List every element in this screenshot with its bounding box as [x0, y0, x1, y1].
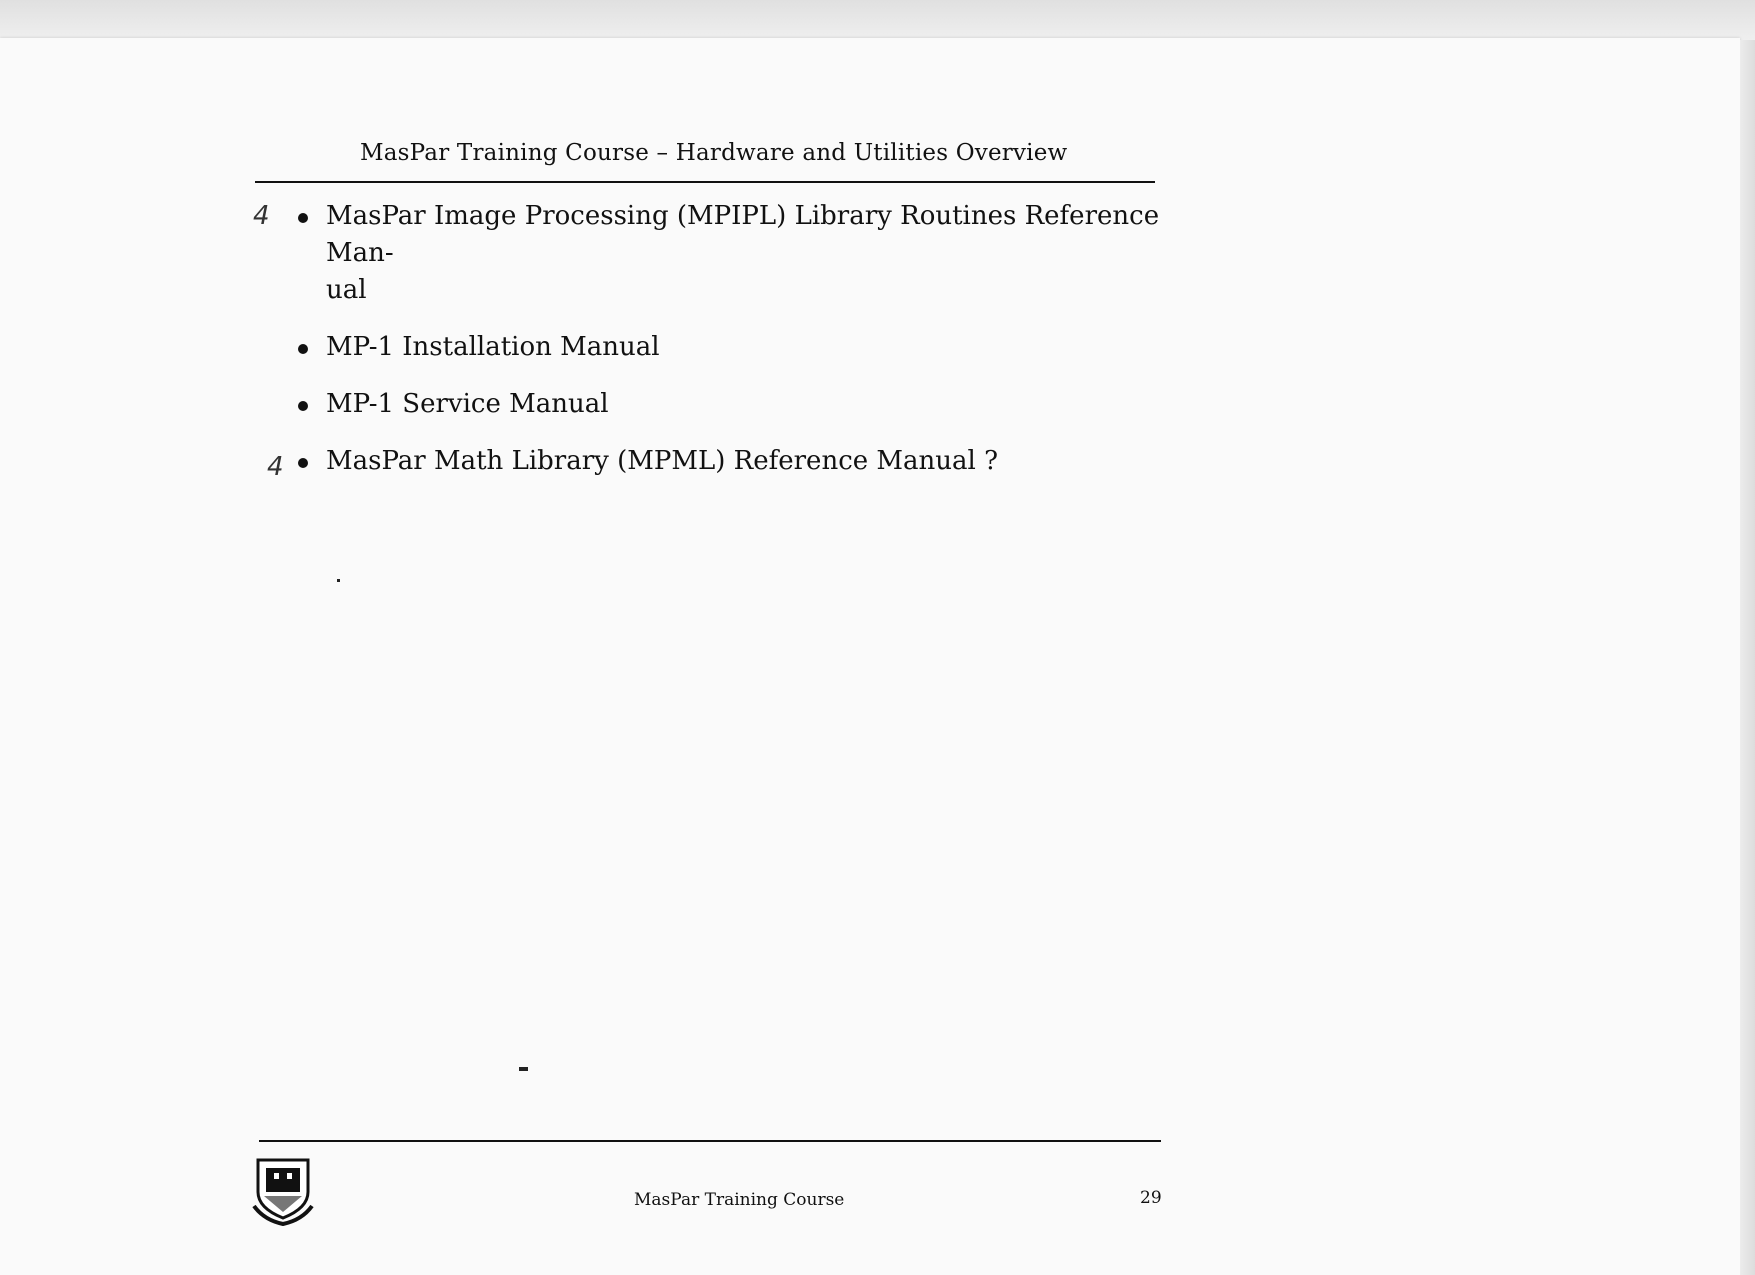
list-item [255, 329, 1175, 366]
handwritten-annotation: 4 [253, 201, 270, 231]
list-item [255, 198, 1175, 309]
bullet-icon [298, 213, 308, 223]
bullet-icon [298, 344, 308, 354]
scan-speck [519, 1067, 528, 1071]
manual-list [255, 198, 1175, 500]
list-item-text: MP-1 Installation Manual [326, 332, 660, 362]
list-item-text-line-1: MasPar Image Processing (MPIPL) Library Routines Reference Man- [326, 201, 1160, 268]
header-rule [255, 181, 1155, 183]
list-item-text-line-2: ual [326, 275, 367, 305]
scan-speck [337, 579, 340, 582]
footer-rule [259, 1140, 1161, 1142]
list-item-text: MasPar Math Library (MPML) Reference Manual ? [326, 446, 999, 476]
page-number: 29 [1140, 1188, 1162, 1208]
bullet-icon [298, 458, 308, 468]
running-head: MasPar Training Course – Hardware and Utilities Overview [360, 140, 1068, 166]
bullet-icon [298, 401, 308, 411]
footer-title: MasPar Training Course [634, 1190, 845, 1210]
handwritten-annotation: 4 [267, 452, 284, 482]
list-item [255, 386, 1175, 423]
scan-top-shadow [0, 0, 1755, 40]
university-crest-icon [252, 1156, 314, 1226]
list-item-text: MP-1 Service Manual [326, 389, 609, 419]
list-item [255, 443, 1175, 480]
page-edge-shadow [1740, 40, 1755, 1275]
